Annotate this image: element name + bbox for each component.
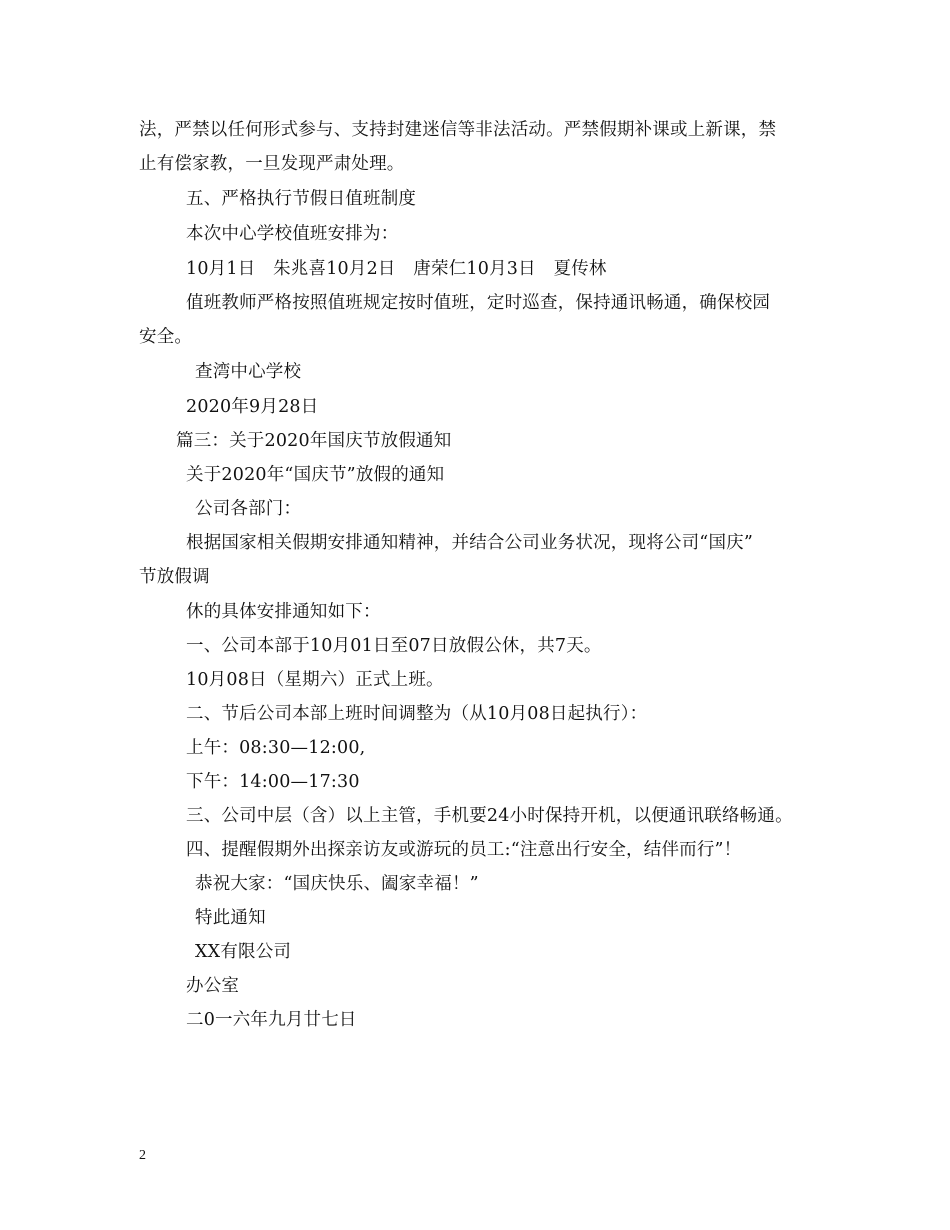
page-number: 2 bbox=[139, 1148, 146, 1163]
morning-hours: 上午：08:30—12:00, bbox=[186, 738, 366, 758]
greeting-line: 恭祝大家：“国庆快乐、阖家幸福！” bbox=[195, 874, 479, 894]
paragraph-line: 节放假调 bbox=[139, 567, 210, 587]
paragraph-line: 值班教师严格按照值班规定按时值班，定时巡查，保持通讯畅通，确保校园 bbox=[186, 293, 771, 313]
section-heading: 五、严格执行节假日值班制度 bbox=[186, 189, 417, 209]
list-item: 三、公司中层（含）以上主管，手机要24小时保持开机，以便通讯联络畅通。 bbox=[186, 806, 793, 826]
paragraph-line: 止有偿家教，一旦发现严肃处理。 bbox=[139, 154, 405, 174]
paragraph-line: 安全。 bbox=[139, 327, 193, 347]
paragraph-line: 本次中心学校值班安排为： bbox=[186, 224, 399, 244]
signature-school: 查湾中心学校 bbox=[195, 362, 302, 382]
list-item: 一、公司本部于10月01日至07日放假公休，共7天。 bbox=[186, 636, 602, 656]
signature-date: 2020年9月28日 bbox=[186, 397, 319, 417]
paragraph-line: 法，严禁以任何形式参与、支持封建迷信等非法活动。严禁假期补课或上新课，禁 bbox=[139, 120, 777, 140]
list-item: 四、提醒假期外出探亲访友或游玩的员工:“注意出行安全，结伴而行”！ bbox=[186, 840, 742, 860]
paragraph-line: 10月08日（星期六）正式上班。 bbox=[186, 670, 444, 690]
article-title: 篇三：关于2020年国庆节放假通知 bbox=[176, 431, 452, 451]
signature-company: XX有限公司 bbox=[195, 942, 292, 962]
closing-line: 特此通知 bbox=[195, 908, 266, 928]
notice-title: 关于2020年“国庆节”放假的通知 bbox=[186, 465, 445, 485]
list-item: 二、节后公司本部上班时间调整为（从10月08日起执行）： bbox=[186, 704, 648, 724]
paragraph-line: 休的具体安排通知如下： bbox=[186, 602, 381, 622]
paragraph-line: 根据国家相关假期安排通知精神，并结合公司业务状况，现将公司“国庆” bbox=[186, 533, 753, 553]
signature-date: 二0一六年九月廿七日 bbox=[186, 1010, 357, 1030]
afternoon-hours: 下午：14:00—17:30 bbox=[186, 772, 360, 792]
duty-schedule-line: 10月1日 朱兆喜10月2日 唐荣仁10月3日 夏传林 bbox=[186, 259, 607, 279]
salutation: 公司各部门： bbox=[195, 499, 302, 519]
signature-office: 办公室 bbox=[186, 976, 240, 996]
